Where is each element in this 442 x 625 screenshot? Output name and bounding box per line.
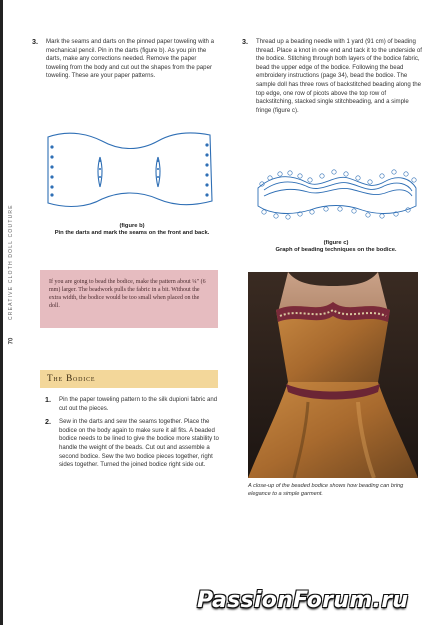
bodice-steps xyxy=(45,396,220,470)
figure-c-diagram xyxy=(250,166,422,232)
page-edge xyxy=(0,0,3,625)
step-text: Mark the seams and darts on the pinned paper toweling with a mechanical pencil. Pin in the darts (figure b). As you pin the darts, make any corrections needed. Remove the paper toweling from the body and cut out the shapes from the paper toweling. These are your paper patterns. xyxy=(46,38,215,80)
photo-caption: A close-up of the beaded bodice shows how beading can bring elegance to a simple garment. xyxy=(248,483,404,497)
step-text: Thread up a beading needle with 1 yard (91 cm) of beading thread. Place a knot in one end and tack it to the underside of the bodice. Stitching through both layers of the bodice fabric, bead the upper edge of the bodice. Following the bead embroidery instructions (page 34), bead the bodice. The sample doll has three rows of backstitched beading along the top edge, one row of picots above the top row of backstitching, stacked single stitchbeading, and a simple fringe (figure c). xyxy=(256,38,422,114)
step-1 xyxy=(45,396,220,413)
step-text: Pin the paper toweling pattern to the silk dupioni fabric and cut out the pieces. xyxy=(59,396,218,412)
figure-b-caption xyxy=(52,223,212,238)
figure-b-label: (figure b) xyxy=(119,223,145,229)
step-2 xyxy=(45,418,220,470)
beading-note: If you are going to bead the bodice, make the pattern about ¼" (6 mm) larger. The beadwork pulls the fabric in a bit. Without the extra width, the bodice would be too small when placed on the doll. xyxy=(40,270,218,328)
step-number: 3. xyxy=(242,37,248,46)
right-column xyxy=(242,38,424,115)
step-number: 1. xyxy=(45,395,51,404)
figure-c-label: (figure c) xyxy=(323,240,349,246)
figure-c-caption xyxy=(252,240,420,255)
step-number: 3. xyxy=(32,37,38,46)
section-title xyxy=(40,370,218,388)
running-head: CREATIVE CLOTH DOLL COUTURE xyxy=(8,204,14,320)
bodice-photo-illustration xyxy=(248,272,418,478)
figure-b-text: Pin the darts and mark the seams on the front and back. xyxy=(54,230,210,237)
step-number: 2. xyxy=(45,417,51,427)
figure-c-text: Graph of beading techniques on the bodice. xyxy=(275,247,397,254)
figure-b-diagram xyxy=(40,123,220,215)
bodice-photo xyxy=(248,272,418,478)
step-3-right xyxy=(242,38,424,115)
left-column xyxy=(32,38,220,81)
step-3-left xyxy=(32,38,220,81)
step-text: Sew in the darts and sew the seams together. Place the bodice on the body again to make sure it all fits. A beaded bodice needs to be lined to give the bodice more stability to handle the weight of the beads. Cut out and assemble a second bodice. Sew the two bodice pieces together, right sides together. Turned the joined bodice right side out. xyxy=(59,418,219,469)
watermark: PassionForum.ru xyxy=(197,588,409,613)
section-title-text: The Bodice xyxy=(47,373,96,383)
page-number: 70 xyxy=(8,337,15,345)
